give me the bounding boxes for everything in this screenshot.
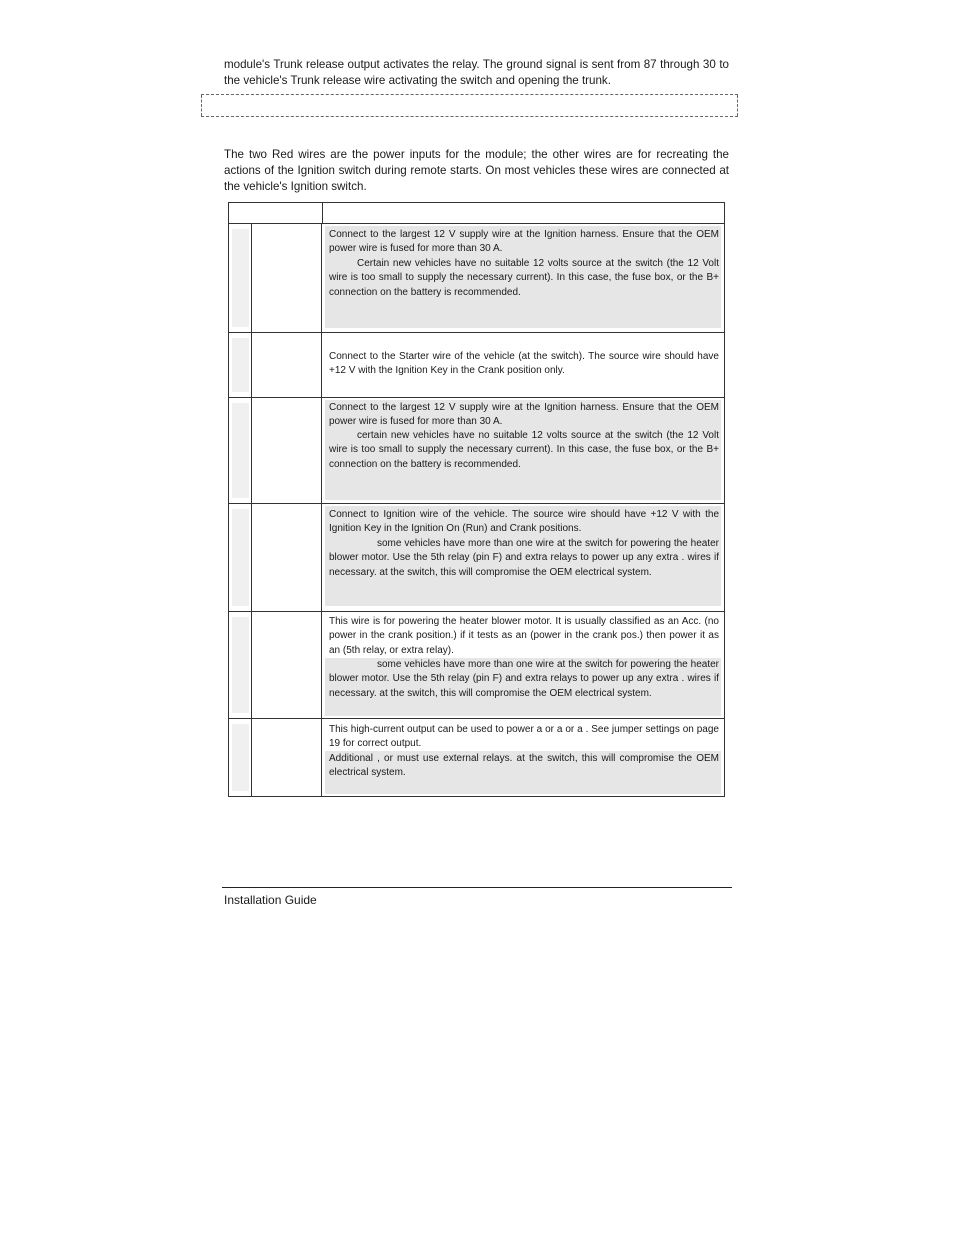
pin-cell [229,504,252,611]
dashed-note-box [201,94,738,117]
pin-cell [229,398,252,503]
table-row [229,333,724,398]
description-text: This high-current output can be used to power a or a or a . See jumper settings on page 19 for correct output. [329,724,719,750]
wire-color-cell [252,333,322,397]
description-cell [322,612,724,718]
wire-table [228,202,725,797]
footer-label: Installation Guide [224,893,317,907]
description-text: This wire is for powering the heater blower motor. It is usually classified as an Acc. (no power in the crank position.) if it tests as an (power in the crank pos.) then power it as an (5th relay, or extra relay). [329,616,719,656]
intro-paragraph: module's Trunk release output activates the relay. The ground signal is sent from 87 through 30 to the vehicle's Trunk release wire activating the switch and opening the trunk. [224,58,729,87]
note-text: Additional , or must use external relays. at the switch, this will compromise the OEM electrical system. [329,753,719,779]
wire-color-cell [252,504,322,611]
table-row [229,612,724,719]
note-text: certain new vehicles have no suitable 12 volts source at the switch (the 12 Volt wire is too small to supply the necessary current). In this case, the fuse box, or the B+ connection on the battery is recommended. [329,430,719,470]
wire-color-cell [252,612,322,718]
description-text: Connect to the largest 12 V supply wire at the Ignition harness. Ensure that the OEM power wire is fused for more than 30 A. [329,229,719,255]
table-row [229,398,724,504]
table-row [229,224,724,333]
pin-cell [229,224,252,332]
footer-rule [222,887,732,888]
note-text: some vehicles have more than one wire at the switch for powering the heater blower motor. Use the 5th relay (pin F) and extra relays to power up any extra . wires if necessary. at the switch, this will compromise the OEM electrical system. [329,538,719,578]
description-cell [322,398,724,503]
pin-cell [229,333,252,397]
table-row [229,719,724,796]
wire-color-cell [252,398,322,503]
description-text: Connect to the largest 12 V supply wire at the Ignition harness. Ensure that the OEM power wire is fused for more than 30 A. [329,402,719,428]
table-header-row [229,203,724,224]
pin-cell [229,612,252,718]
description-cell [322,719,724,796]
wire-color-cell [252,224,322,332]
section-paragraph: The two Red wires are the power inputs for the module; the other wires are for recreating the actions of the Ignition switch during remote starts. On most vehicles these wires are connected at the vehicle's Ignition switch. [224,148,729,193]
description-text: Connect to the Starter wire of the vehicle (at the switch). The source wire should have +12 V with the Ignition Key in the Crank position only. [329,351,719,377]
table-row [229,504,724,612]
note-text: Certain new vehicles have no suitable 12 volts source at the switch (the 12 Volt wire is too small to supply the necessary current). In this case, the fuse box, or the B+ connection on the battery is recommended. [329,258,719,298]
description-cell [322,504,724,611]
pin-cell [229,719,252,796]
description-cell [322,333,724,397]
note-text: some vehicles have more than one wire at the switch for powering the heater blower motor. Use the 5th relay (pin F) and extra relays to power up any extra . wires if necessary. at the switch, this will compromise the OEM electrical system. [329,659,719,699]
description-cell [322,224,724,332]
wire-color-cell [252,719,322,796]
description-text: Connect to Ignition wire of the vehicle. The source wire should have +12 V with the Ignition Key in the Ignition On (Run) and Crank positions. [329,509,719,535]
